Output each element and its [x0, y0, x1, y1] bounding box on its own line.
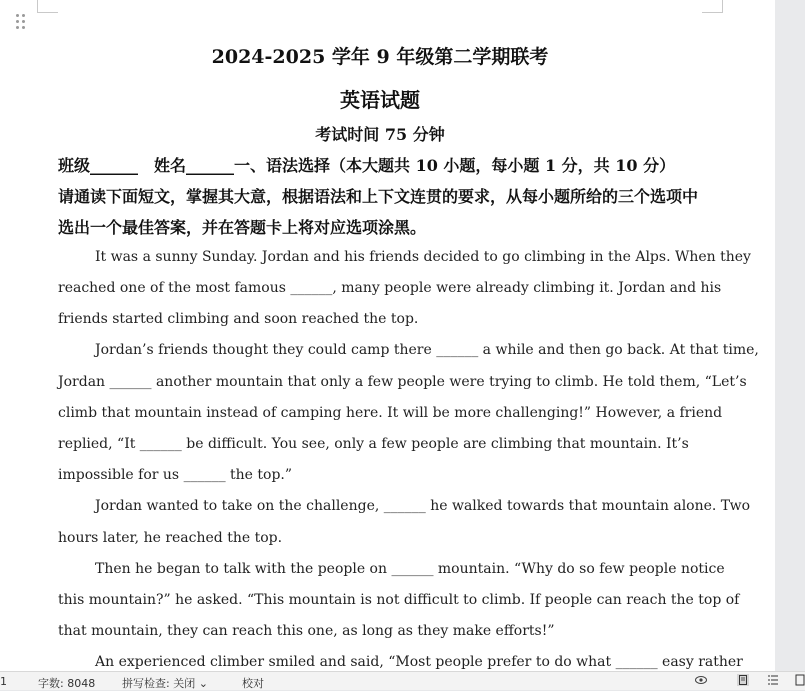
outline-view-icon[interactable] [767, 674, 779, 686]
proofread-button[interactable]: 校对 [242, 677, 264, 690]
passage-line: this mountain?” he asked. “This mountain is not difficult to climb. If people can reach the top of [58, 592, 740, 608]
spell-check-label: 拼写检查: 关闭 [122, 677, 196, 690]
passage-line: reached one of the most famous ______, many people were already climbing it. Jordan and his [58, 280, 722, 296]
chevron-down-icon: ⌄ [198, 677, 208, 690]
exam-time: 考试时间 75 分钟 [315, 125, 445, 144]
status-bar [0, 671, 805, 690]
eye-icon[interactable] [695, 674, 707, 686]
passage-line: impossible for us ______ the top.” [58, 467, 293, 483]
instruction-line: 选出一个最佳答案，并在答题卡上将对应选项涂黑。 [58, 218, 427, 237]
passage-line: Jordan ______ another mountain that only a few people were trying to climb. He told them, “Let’s [58, 374, 747, 390]
document-subtitle: 英语试题 [340, 88, 420, 112]
passage-line: climb that mountain instead of camping here. It will be more challenging!” However, a friend [58, 405, 723, 421]
passage-line: Then he began to talk with the people on ______ mountain. “Why do so few people notice [95, 561, 725, 577]
drag-handle-icon[interactable] [16, 14, 28, 30]
class-name-section-header: 班级______ 姓名______一、语法选择（本大题共 10 小题，每小题 1 分，共 10 分） [58, 156, 676, 175]
passage-line: Jordan’s friends thought they could camp there ______ a while and then go back. At that time, [95, 342, 759, 358]
instruction-line: 请通读下面短文，掌握其大意，根据语法和上下文连贯的要求，从每小题所给的三个选项中 [58, 187, 699, 206]
passage-line: friends started climbing and soon reached the top. [58, 311, 419, 327]
passage-line: hours later, he reached the top. [58, 530, 283, 546]
web-view-icon[interactable] [795, 674, 805, 686]
passage-line: An experienced climber smiled and said, “Most people prefer to do what ______ easy rather [95, 654, 743, 670]
vertical-scrollbar[interactable] [775, 0, 805, 671]
passage-line: Jordan wanted to take on the challenge, ______ he walked towards that mountain alone. Two [95, 498, 751, 514]
word-count[interactable]: 字数: 8048 [38, 677, 96, 690]
margin-corner-mark [702, 0, 723, 13]
page-view-icon[interactable] [737, 674, 749, 686]
passage-line: It was a sunny Sunday. Jordan and his friends decided to go climbing in the Alps. When they [95, 249, 751, 265]
margin-corner-mark [37, 0, 58, 13]
page-number[interactable]: 1 [0, 675, 7, 688]
passage-line: that mountain, they can reach this one, as long as they make efforts!” [58, 623, 555, 639]
document-title: 2024-2025 学年 9 年级第二学期联考 [211, 46, 549, 68]
passage-line: replied, “It ______ be difficult. You see, only a few people are climbing that mountain. It’s [58, 436, 689, 452]
